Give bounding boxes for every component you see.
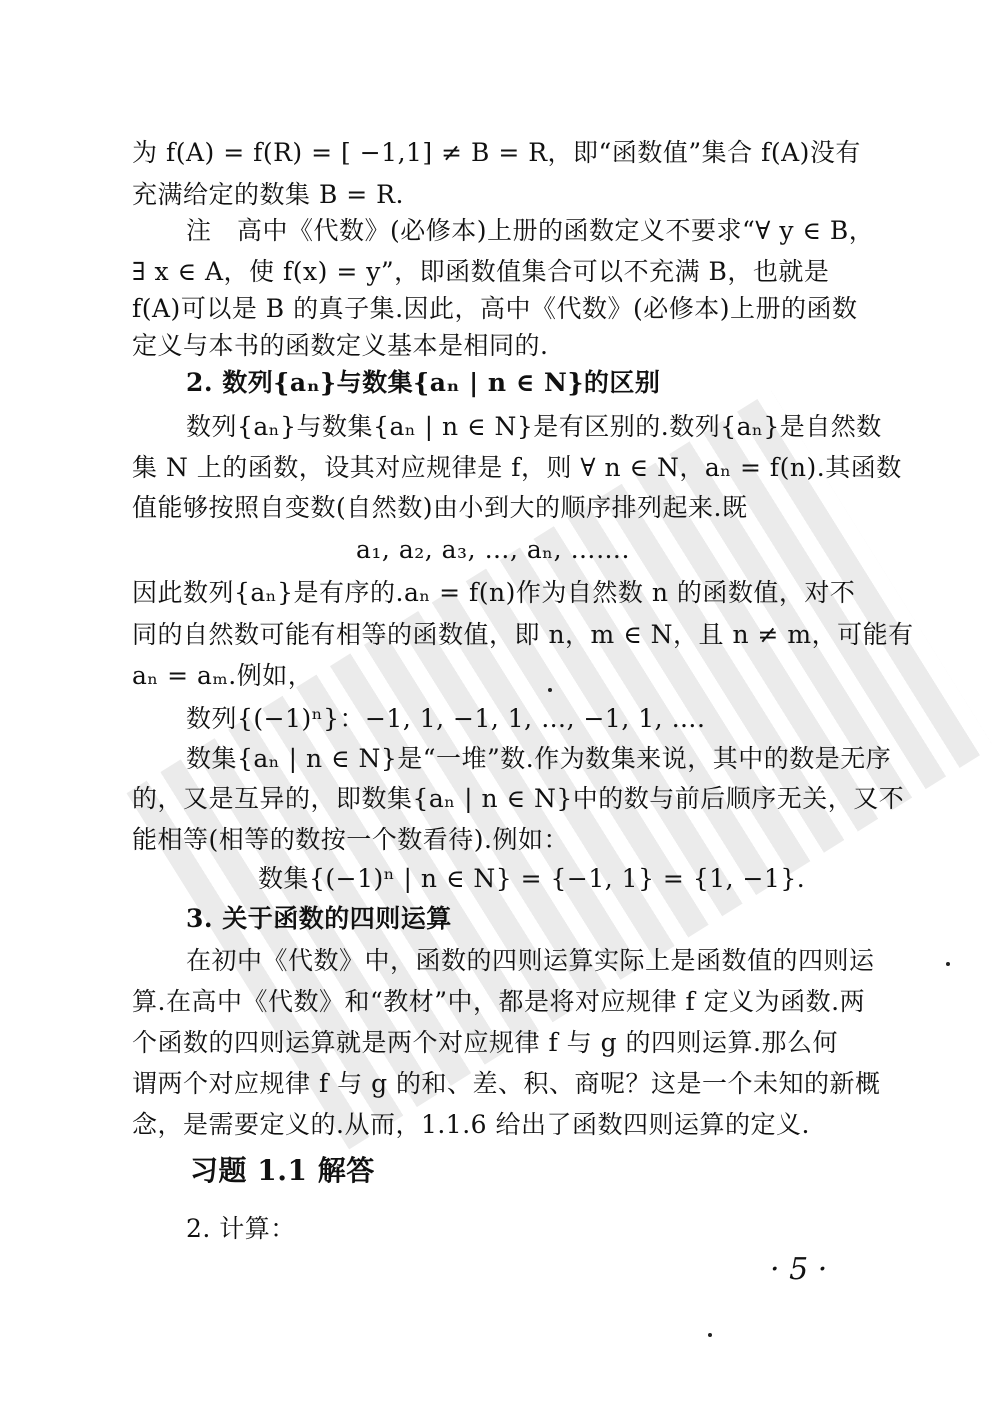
- text-line: 定义与本书的函数定义基本是相同的.: [132, 331, 549, 360]
- text-line: 值能够按照自变数(自然数)由小到大的顺序排列起来.既: [132, 493, 748, 522]
- text-line: 能相等(相等的数按一个数看待).例如：: [132, 825, 569, 854]
- section-title: 习题 1.1 解答: [190, 1154, 375, 1187]
- text-line: aₙ = aₘ.例如，: [132, 661, 314, 690]
- subsection-heading: 2. 数列{aₙ}与数集{aₙ | n ∈ N}的区别: [186, 368, 661, 397]
- page-number: · 5 ·: [770, 1252, 828, 1287]
- text-line: f(A)可以是 B 的真子集.因此，高中《代数》(必修本)上册的函数: [132, 294, 858, 323]
- text-line: 在初中《代数》中，函数的四则运算实际上是函数值的四则运: [186, 946, 875, 975]
- speck-mark: [548, 688, 552, 692]
- text-line: 个函数的四则运算就是两个对应规律 f 与 g 的四则运算.那么何: [132, 1028, 838, 1057]
- text-line: 数集{aₙ | n ∈ N}是“一堆”数.作为数集来说，其中的数是无序: [186, 744, 892, 773]
- text-line: 算.在高中《代数》和“教材”中，都是将对应规律 f 定义为函数.两: [132, 987, 866, 1016]
- note-line: 注 高中《代数》(必修本)上册的函数定义不要求“∀ y ∈ B，: [186, 216, 875, 245]
- text-line: ∃ x ∈ A，使 f(x) = y”，即函数值集合可以不充满 B，也就是: [132, 257, 830, 286]
- subsection-heading: 3. 关于函数的四则运算: [186, 904, 452, 933]
- text-line: 因此数列{aₙ}是有序的.aₙ = f(n)作为自然数 n 的函数值，对不: [132, 578, 856, 607]
- speck-mark: [946, 962, 950, 966]
- text-line: 为 f(A) = f(R) = [ −1,1] ≠ B = R，即“函数值”集合 f(A)没有: [132, 138, 861, 167]
- text-line: 充满给定的数集 B = R.: [132, 180, 404, 209]
- speck-mark: [708, 1333, 712, 1337]
- text-line: 数列{aₙ}与数集{aₙ | n ∈ N}是有区别的.数列{aₙ}是自然数: [186, 412, 882, 441]
- text-line: 念，是需要定义的.从而，1.1.6 给出了函数四则运算的定义.: [132, 1110, 810, 1139]
- example-line: 数列{(−1)ⁿ}：−1, 1, −1, 1, …, −1, 1, ….: [186, 704, 706, 733]
- text-line: 谓两个对应规律 f 与 g 的和、差、积、商呢？这是一个未知的新概: [132, 1069, 881, 1098]
- formula-line: a₁, a₂, a₃, …, aₙ, …….: [356, 535, 630, 564]
- text-line: 同的自然数可能有相等的函数值，即 n，m ∈ N，且 n ≠ m，可能有: [132, 620, 914, 649]
- text-line: 的，又是互异的，即数集{aₙ | n ∈ N}中的数与前后顺序无关，又不: [132, 784, 905, 813]
- exercise-line: 2. 计算：: [186, 1214, 296, 1243]
- text-line: 集 N 上的函数，设其对应规律是 f，则 ∀ n ∈ N，aₙ = f(n).其函数: [132, 453, 902, 482]
- formula-line: 数集{(−1)ⁿ | n ∈ N} = {−1, 1} = {1, −1}.: [258, 864, 806, 893]
